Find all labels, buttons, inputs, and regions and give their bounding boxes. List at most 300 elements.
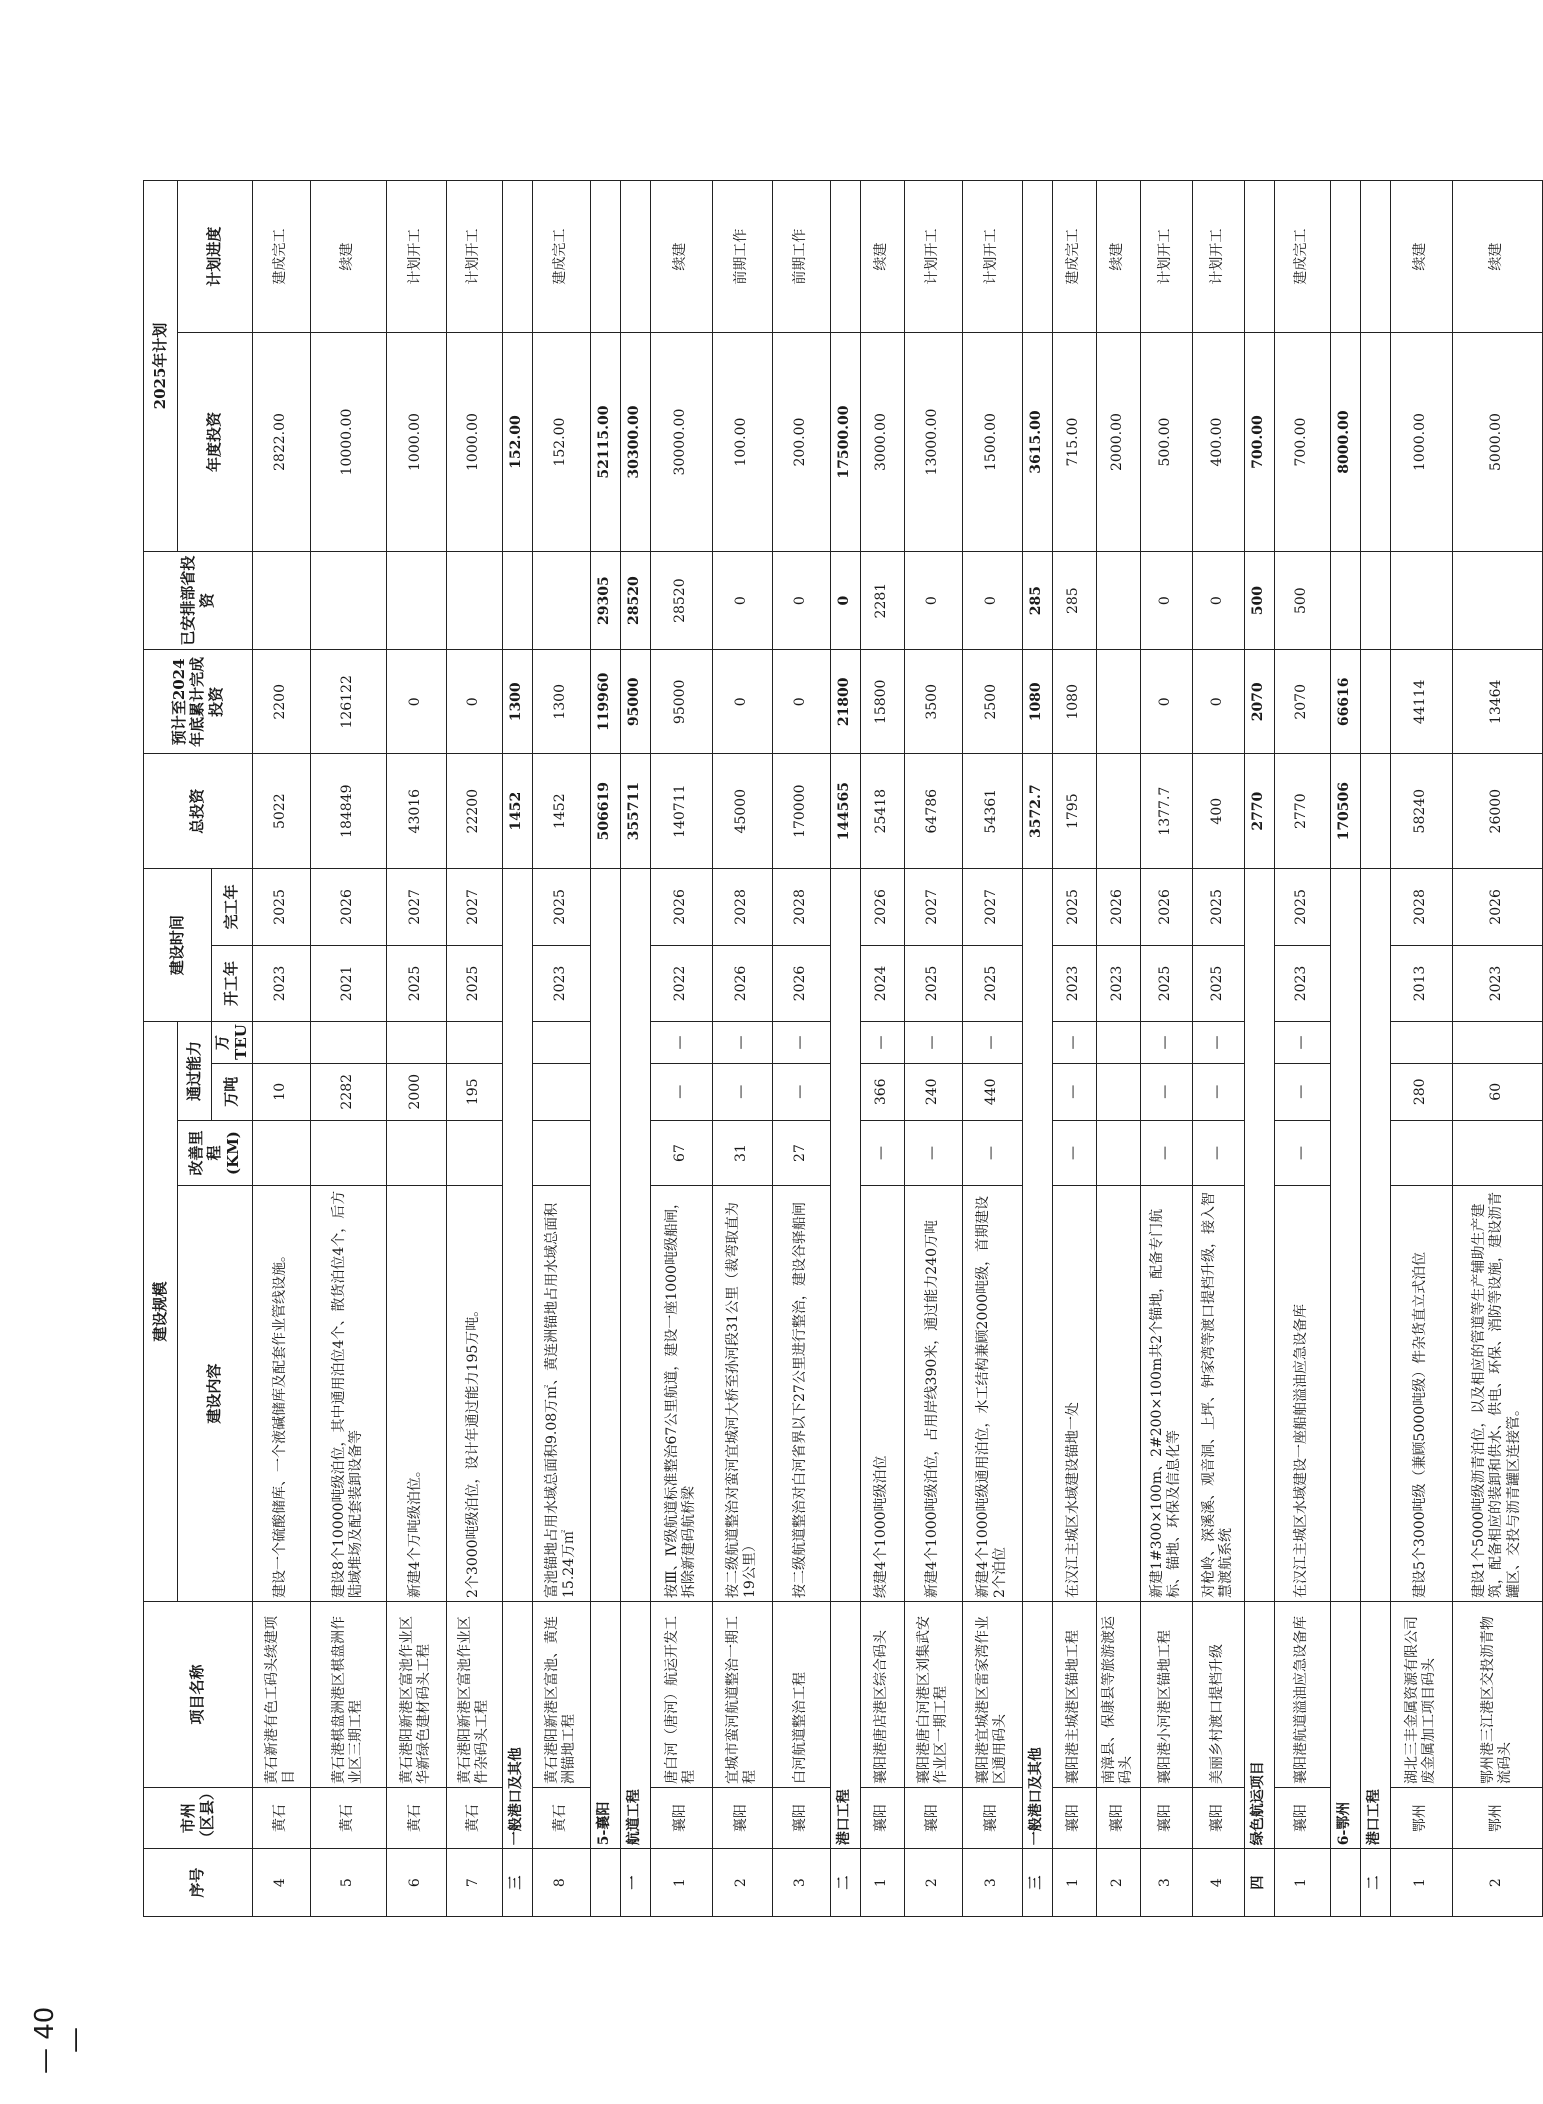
cell-cumulative: 1300 [532,650,590,754]
cell-start-year: 2025 [904,945,962,1022]
cell-finish-year: 2025 [252,869,310,946]
cell-progress: 计划开工 [904,181,962,333]
cell-annual: 1000.00 [386,333,446,552]
header-seq: 序号 [144,1849,253,1917]
cell-provincial [386,551,446,649]
header-period: 建设时间 [144,869,212,1022]
cell-city: 黄石 [252,1787,310,1848]
cell-capacity-teu: — [650,1022,712,1064]
cell-cumulative: 3500 [904,650,962,754]
cell-name: 襄阳港宜城港区雷家湾作业区通用码头 [962,1601,1022,1787]
cell-mileage: — [1140,1120,1192,1186]
cell-capacity-teu: — [1052,1022,1096,1064]
cell-progress: 续建 [310,181,386,333]
cell-blank [1022,869,1052,1602]
header-cap-ton: 万吨 [212,1063,253,1120]
cell-capacity-teu [386,1022,446,1064]
header-progress: 计划进度 [178,181,253,333]
cell-provincial [446,551,502,649]
cell-seq: 3 [962,1849,1022,1917]
cell-finish-year: 2027 [904,869,962,946]
cell-seq: 4 [252,1849,310,1917]
header-capacity: 通过能力 [178,1022,212,1120]
cell-mileage [446,1120,502,1186]
cell-start-year: 2025 [386,945,446,1022]
cell-provincial [1390,551,1452,649]
cell-capacity-ton: 2282 [310,1063,386,1120]
cell-total: 1452 [502,754,532,869]
cell-capacity-ton: — [1192,1063,1244,1120]
region-name: 5-襄阳 [590,1601,620,1848]
cell-city: 襄阳 [1274,1787,1330,1848]
cell-total: 400 [1192,754,1244,869]
cell-annual: 52115.00 [590,333,620,552]
cell-start-year: 2026 [712,945,772,1022]
cell-progress [830,181,860,333]
cell-total: 170000 [772,754,830,869]
cell-cumulative [1096,650,1140,754]
cell-provincial [502,551,532,649]
cell-mileage: — [1274,1120,1330,1186]
table-row [532,181,590,1917]
cell-capacity-ton: — [1140,1063,1192,1120]
cell-capacity-ton: — [650,1063,712,1120]
cell-blank [502,869,532,1602]
cell-capacity-teu: — [860,1022,904,1064]
cell-cumulative: 95000 [650,650,712,754]
cell-total: 2770 [1244,754,1274,869]
cell-total: 45000 [712,754,772,869]
cell-blank [1244,869,1274,1602]
cell-annual: 100.00 [712,333,772,552]
cell-content: 对枪岭、深溪溪、观音洞、上坪、钟家湾等渡口提档升级，接入智慧渡航系统 [1192,1186,1244,1602]
cell-content: 在汉江主城区水域建设锚地一处 [1052,1186,1096,1602]
cell-cumulative: 0 [772,650,830,754]
project-table [143,180,1543,1917]
cell-seq: 1 [1274,1849,1330,1917]
cell-mileage: — [904,1120,962,1186]
header-city: 市州（区县） [144,1787,253,1848]
cell-name: 白河航道整治工程 [772,1601,830,1787]
cell-cumulative: 1080 [1022,650,1052,754]
cell-seq: 5 [310,1849,386,1917]
table-row [904,181,962,1917]
group-row [620,181,650,1917]
cell-city: 黄石 [446,1787,502,1848]
cell-content: 在汉江主城区水域建设一座船舶溢油应急设备库 [1274,1186,1330,1602]
cell-annual: 400.00 [1192,333,1244,552]
cell-cumulative: 21800 [830,650,860,754]
cell-name: 鄂州港三江港区交投沥青物流码头 [1452,1601,1542,1787]
cell-capacity-teu: — [1274,1022,1330,1064]
cell-cumulative: 95000 [620,650,650,754]
cell-progress [1022,181,1052,333]
cell-annual: 30000.00 [650,333,712,552]
cell-name: 黄石港阳新港区富池、黄连洲锚地工程 [532,1601,590,1787]
group-row [830,181,860,1917]
cell-capacity-teu: — [772,1022,830,1064]
header-mileage: 改善里程(KM) [178,1120,253,1186]
cell-name: 襄阳港唐白河港区刘集武安作业区一期工程 [904,1601,962,1787]
cell-seq: 二 [1360,1849,1390,1917]
cell-name: 黄石港阳新港区富池作业区件杂码头工程 [446,1601,502,1787]
cell-cumulative: 0 [386,650,446,754]
cell-capacity-teu: — [1192,1022,1244,1064]
cell-capacity-ton: — [1052,1063,1096,1120]
cell-mileage: — [962,1120,1022,1186]
cell-content: 富池锚地占用水域总面积9.08万㎡、黄连洲锚地占用水域总面积15.24万㎡ [532,1186,590,1602]
cell-total: 144565 [830,754,860,869]
cell-total: 2770 [1274,754,1330,869]
cell-mileage: 31 [712,1120,772,1186]
cell-progress: 续建 [650,181,712,333]
cell-city: 襄阳 [962,1787,1022,1848]
cell-total [1360,754,1390,869]
cell-capacity-teu [252,1022,310,1064]
cell-annual: 1000.00 [1390,333,1452,552]
header-scale: 建设规模 [144,1022,178,1602]
cell-provincial [1330,551,1360,649]
cell-progress: 建成完工 [252,181,310,333]
cell-city: 襄阳 [650,1787,712,1848]
cell-mileage [532,1120,590,1186]
cell-content: 按二级航道整治对白河省界以下27公里进行整治，建设谷驿船闸 [772,1186,830,1602]
cell-progress: 续建 [1452,181,1542,333]
cell-cumulative: 0 [712,650,772,754]
cell-total: 355711 [620,754,650,869]
cell-progress: 前期工作 [712,181,772,333]
cell-progress [1330,181,1360,333]
cell-total [1096,754,1140,869]
cell-content: 新建4个1000吨级通用泊位，水工结构兼顾2000吨级，首期建设2个泊位 [962,1186,1022,1602]
cell-progress [1244,181,1274,333]
cell-capacity-teu [1452,1022,1542,1064]
cell-capacity-ton: 195 [446,1063,502,1120]
cell-seq [1330,1849,1360,1917]
table-row [386,181,446,1917]
cell-cumulative: 126122 [310,650,386,754]
cell-mileage [386,1120,446,1186]
cell-city: 黄石 [310,1787,386,1848]
cell-finish-year: 2028 [1390,869,1452,946]
cell-seq: 1 [650,1849,712,1917]
header-annual: 年度投资 [178,333,253,552]
cell-city: 鄂州 [1390,1787,1452,1848]
cell-content: 新建4个1000吨级泊位，占用岸线390米，通过能力240万吨 [904,1186,962,1602]
rotated-table-page [143,180,1522,1917]
cell-provincial [310,551,386,649]
table-row [252,181,310,1917]
cell-cumulative: 66616 [1330,650,1360,754]
cell-capacity-ton: — [772,1063,830,1120]
cell-annual: 152.00 [532,333,590,552]
cell-finish-year: 2026 [860,869,904,946]
group-name: 绿色航运项目 [1244,1601,1274,1848]
cell-finish-year: 2027 [962,869,1022,946]
cell-capacity-ton: — [712,1063,772,1120]
cell-capacity-teu [310,1022,386,1064]
cell-cumulative: 119960 [590,650,620,754]
cell-seq: 3 [1140,1849,1192,1917]
cell-start-year: 2023 [1052,945,1096,1022]
cell-provincial: 28520 [650,551,712,649]
table-row [446,181,502,1917]
cell-seq: 2 [1452,1849,1542,1917]
cell-city: 鄂州 [1452,1787,1542,1848]
cell-progress: 续建 [860,181,904,333]
cell-capacity-ton [532,1063,590,1120]
cell-mileage: — [1052,1120,1096,1186]
table-row [1192,181,1244,1917]
cell-content: 建设一个硫酸储库、一个液碱储库及配套作业管线设施。 [252,1186,310,1602]
cell-finish-year: 2026 [1140,869,1192,946]
cell-seq: 1 [1052,1849,1096,1917]
cell-name: 唐白河（唐河）航运开发工程 [650,1601,712,1787]
cell-start-year: 2025 [1140,945,1192,1022]
cell-progress: 建成完工 [1052,181,1096,333]
cell-content: 按二级航道整治对蛮河宜城河大桥至孙河段31公里（裁弯取直为19公里） [712,1186,772,1602]
cell-total: 54361 [962,754,1022,869]
cell-blank [1360,869,1390,1602]
cell-content: 新建4个万吨级泊位。 [386,1186,446,1602]
cell-provincial [532,551,590,649]
cell-total: 64786 [904,754,962,869]
cell-total: 170506 [1330,754,1360,869]
cell-seq: 7 [446,1849,502,1917]
cell-total: 1377.7 [1140,754,1192,869]
cell-start-year: 2025 [962,945,1022,1022]
cell-finish-year: 2026 [1096,869,1140,946]
cell-name: 湖北三丰金属资源有限公司废金属加工项目码头 [1390,1601,1452,1787]
cell-mileage: 67 [650,1120,712,1186]
cell-finish-year: 2025 [532,869,590,946]
cell-progress [620,181,650,333]
cell-blank [620,869,650,1602]
group-row [502,181,532,1917]
cell-progress: 续建 [1390,181,1452,333]
cell-content: 按Ⅲ、Ⅳ级航道标准整治67公里航道，建设一座1000吨级船闸，拆除新建码航桥梁 [650,1186,712,1602]
group-row [1360,181,1390,1917]
cell-blank [590,869,620,1602]
cell-name: 南漳县、保康县等旅游渡运码头 [1096,1601,1140,1787]
cell-provincial: 285 [1022,551,1052,649]
cell-seq: 一 [620,1849,650,1917]
group-row [1022,181,1052,1917]
cell-cumulative: 2070 [1274,650,1330,754]
cell-provincial: 285 [1052,551,1096,649]
cell-annual: 152.00 [502,333,532,552]
cell-provincial [252,551,310,649]
cell-total: 22200 [446,754,502,869]
cell-mileage [1096,1120,1140,1186]
cell-cumulative: 0 [1192,650,1244,754]
cell-annual: 5000.00 [1452,333,1542,552]
cell-total: 506619 [590,754,620,869]
table-row [860,181,904,1917]
cell-provincial: 2281 [860,551,904,649]
cell-seq: 二 [830,1849,860,1917]
cell-total: 26000 [1452,754,1542,869]
page-number: — 40 — [30,2006,90,2074]
cell-name: 襄阳港唐店港区综合码头 [860,1601,904,1787]
cell-capacity-teu [532,1022,590,1064]
header-finish: 完工年 [212,869,253,946]
cell-annual: 200.00 [772,333,830,552]
cell-finish-year: 2025 [1192,869,1244,946]
cell-city: 襄阳 [904,1787,962,1848]
cell-content: 新建1#300×100m、2#200×100m共2个锚地，配备专门航标、锚地、环保及信息化等 [1140,1186,1192,1602]
cell-cumulative: 1080 [1052,650,1096,754]
cell-finish-year: 2026 [1452,869,1542,946]
cell-progress: 续建 [1096,181,1140,333]
table-row [712,181,772,1917]
cell-capacity-teu: — [904,1022,962,1064]
cell-name: 宜城市蛮河航道整治一期工程 [712,1601,772,1787]
cell-finish-year: 2027 [386,869,446,946]
cell-total: 25418 [860,754,904,869]
cell-progress: 建成完工 [1274,181,1330,333]
table-row [772,181,830,1917]
cell-start-year: 2026 [772,945,830,1022]
cell-finish-year: 2027 [446,869,502,946]
cell-name: 美丽乡村渡口提档升级 [1192,1601,1244,1787]
cell-capacity-ton: 366 [860,1063,904,1120]
cell-city: 黄石 [532,1787,590,1848]
cell-cumulative: 0 [446,650,502,754]
cell-progress [590,181,620,333]
cell-content: 建设1个5000吨级沥青泊位，以及相应的管道等生产辅助生产建筑，配备相应的装卸和供水、供电、环保、消防等设施，建设沥青罐区、交投与沥青罐区连接管。 [1452,1186,1542,1602]
table-row [962,181,1022,1917]
cell-progress: 计划开工 [386,181,446,333]
cell-total: 3572.7 [1022,754,1052,869]
group-name: 港口工程 [1360,1601,1390,1848]
cell-mileage: 27 [772,1120,830,1186]
cell-mileage [310,1120,386,1186]
cell-progress [502,181,532,333]
cell-name: 襄阳港主城港区锚地工程 [1052,1601,1096,1787]
cell-capacity-teu: — [712,1022,772,1064]
region-row [1330,181,1360,1917]
cell-annual: 715.00 [1052,333,1096,552]
cell-city: 襄阳 [1140,1787,1192,1848]
cell-provincial [1452,551,1542,649]
cell-provincial: 0 [1192,551,1244,649]
group-name: 港口工程 [830,1601,860,1848]
cell-total: 5022 [252,754,310,869]
cell-capacity-ton: 440 [962,1063,1022,1120]
cell-finish-year: 2026 [310,869,386,946]
cell-start-year: 2023 [1274,945,1330,1022]
header-start: 开工年 [212,945,253,1022]
cell-provincial: 500 [1274,551,1330,649]
cell-cumulative: 13464 [1452,650,1542,754]
cell-seq: 8 [532,1849,590,1917]
cell-annual: 700.00 [1274,333,1330,552]
cell-content: 续建4个1000吨级泊位 [860,1186,904,1602]
cell-seq: 2 [1096,1849,1140,1917]
cell-capacity-teu [1096,1022,1140,1064]
cell-capacity-ton: 280 [1390,1063,1452,1120]
cell-seq: 四 [1244,1849,1274,1917]
cell-provincial [1360,551,1390,649]
cell-content: 建设8个10000吨级泊位，其中通用泊位4个、散货泊位4个，后方陆域堆场及配套装卸设备等 [310,1186,386,1602]
cell-start-year: 2025 [1192,945,1244,1022]
cell-progress: 计划开工 [1140,181,1192,333]
cell-city: 襄阳 [712,1787,772,1848]
cell-city: 襄阳 [1052,1787,1096,1848]
header-content: 建设内容 [178,1186,253,1602]
cell-progress: 计划开工 [446,181,502,333]
cell-cumulative: 2200 [252,650,310,754]
cell-name: 黄石新港有色工码头续建项目 [252,1601,310,1787]
cell-cumulative [1360,650,1390,754]
cell-cumulative: 15800 [860,650,904,754]
cell-mileage: — [860,1120,904,1186]
cell-start-year: 2013 [1390,945,1452,1022]
table-row [310,181,386,1917]
cell-annual: 500.00 [1140,333,1192,552]
group-row [1244,181,1274,1917]
cell-capacity-teu [446,1022,502,1064]
cell-start-year: 2021 [310,945,386,1022]
cell-annual: 13000.00 [904,333,962,552]
cell-seq: 3 [772,1849,830,1917]
table-body [252,181,1542,1917]
cell-mileage [1452,1120,1542,1186]
cell-cumulative: 1300 [502,650,532,754]
cell-seq: 2 [904,1849,962,1917]
cell-city: 襄阳 [772,1787,830,1848]
cell-seq: 4 [1192,1849,1244,1917]
cell-start-year: 2023 [532,945,590,1022]
cell-total: 140711 [650,754,712,869]
cell-city: 襄阳 [860,1787,904,1848]
cell-mileage: — [1192,1120,1244,1186]
cell-capacity-ton: 10 [252,1063,310,1120]
cell-cumulative: 2500 [962,650,1022,754]
cell-provincial: 0 [1140,551,1192,649]
cell-start-year: 2023 [252,945,310,1022]
table-row [650,181,712,1917]
region-name: 6-鄂州 [1330,1601,1360,1848]
cell-cumulative: 0 [1140,650,1192,754]
cell-city: 黄石 [386,1787,446,1848]
cell-annual: 1000.00 [446,333,502,552]
cell-provincial: 0 [962,551,1022,649]
cell-start-year: 2023 [1096,945,1140,1022]
header-name: 项目名称 [144,1601,253,1787]
cell-provincial: 0 [904,551,962,649]
cell-progress: 计划开工 [962,181,1022,333]
cell-total: 1452 [532,754,590,869]
cell-provincial: 0 [772,551,830,649]
cell-total: 43016 [386,754,446,869]
cell-capacity-ton: — [1274,1063,1330,1120]
cell-cumulative: 2070 [1244,650,1274,754]
cell-name: 襄阳港小河港区锚地工程 [1140,1601,1192,1787]
cell-provincial: 28520 [620,551,650,649]
cell-capacity-ton: 2000 [386,1063,446,1120]
cell-annual [1360,333,1390,552]
cell-total: 1795 [1052,754,1096,869]
header-prov: 已安排部省投资 [144,551,253,649]
cell-progress [1360,181,1390,333]
cell-annual: 1500.00 [962,333,1022,552]
cell-capacity-ton: 240 [904,1063,962,1120]
cell-finish-year: 2025 [1052,869,1096,946]
cell-start-year: 2025 [446,945,502,1022]
cell-capacity-teu [1390,1022,1452,1064]
